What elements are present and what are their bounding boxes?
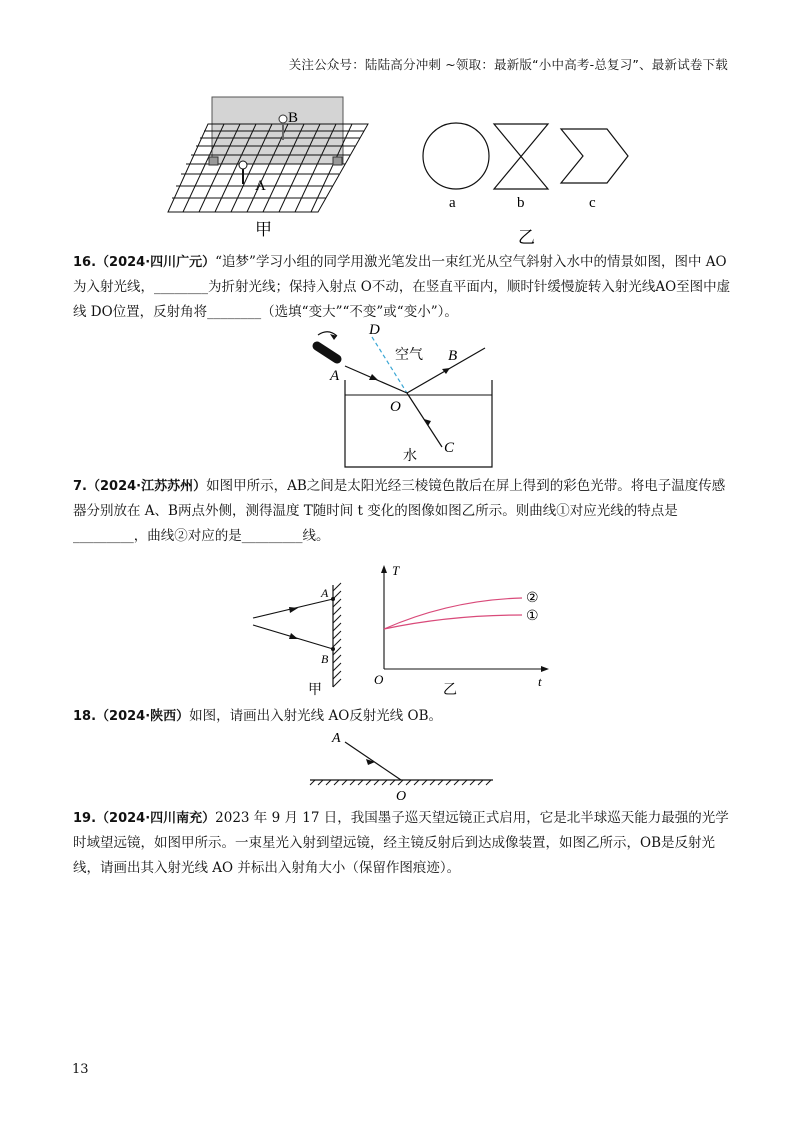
- q17-label-t-axis: T: [392, 563, 400, 578]
- page-number: 13: [72, 1062, 89, 1077]
- page-header: 关注公众号：陆陆高分冲刺 ~领取：最新版“小中高考-总复习”、最新试卷下载: [288, 57, 728, 72]
- q17-text: 如图甲所示，AB之间是太阳光经三棱镜色散后在屏上得到的彩色光带。将电子温度传感器分别放在 A、B两点外侧，测得温度 T随时间 t 变化的图像如图乙所示。则曲线①对应光线的特点是_________，曲线②对应的是_________线。: [73, 478, 726, 544]
- question-17: [73, 474, 733, 549]
- q19-number: 19.: [73, 811, 97, 826]
- q16-label-b: B: [448, 348, 458, 364]
- q19-text: 2023 年 9 月 17 日，我国墨子巡天望远镜正式启用，它是北半球巡天能力最强的光学时域望远镜，如图甲所示。一束星光入射到望远镜，经主镜反射后到达成像装置，如图乙所示，OB是反射光线，请画出其入射光线 AO 并标出入射角大小（保留作图痕迹）。: [73, 810, 729, 876]
- q16-source: （2024·四川广元）: [96, 255, 216, 270]
- label-a: A: [255, 178, 266, 194]
- q18-label-a: A: [332, 731, 341, 746]
- q17-curve-2-label: ②: [526, 591, 539, 606]
- figure-q18: [0, 728, 800, 808]
- q18-number: 18.: [73, 709, 97, 724]
- q17-source: （2024·江苏苏州）: [86, 479, 207, 494]
- q16-label-water: 水: [403, 449, 417, 464]
- q17-curve-1-label: ①: [526, 609, 539, 624]
- question-18: [73, 704, 733, 729]
- q18-label-o: O: [396, 789, 407, 804]
- figure-q16: [0, 322, 800, 472]
- q16-label-c: C: [444, 440, 455, 456]
- shape-c-label: c: [589, 195, 596, 211]
- caption-jia: 甲: [255, 220, 272, 239]
- q17-number: 7.: [73, 479, 87, 494]
- q17-caption-yi: 乙: [443, 683, 457, 698]
- q16-text: “追梦”学习小组的同学用激光笔发出一束红光从空气斜射入水中的情景如图，图中 AO为入射光线，________为折射光线；保持入射点 O不动，在竖直平面内，顺时针缓慢旋转入射光线AO至图中虚线 DO位置，反射角将________（选填“变大”“不变”或“变小”）。: [73, 254, 731, 320]
- q17-label-a: A: [321, 586, 329, 600]
- label-b: B: [288, 110, 299, 126]
- q16-label-a: A: [330, 368, 340, 384]
- q16-label-air: 空气: [395, 348, 423, 363]
- q17-label-origin: O: [374, 672, 384, 687]
- caption-yi: 乙: [518, 228, 535, 247]
- figure-top: [0, 0, 800, 250]
- shape-a-label: a: [449, 195, 456, 211]
- figure-q17: [0, 555, 800, 705]
- shape-b-label: b: [517, 195, 525, 211]
- question-19: [73, 806, 733, 881]
- q19-source: （2024·四川南充）: [96, 811, 216, 826]
- q16-number: 16.: [73, 255, 97, 270]
- q17-caption-jia: 甲: [308, 683, 322, 698]
- q16-label-d: D: [369, 322, 380, 338]
- q17-label-time-axis: t: [538, 674, 542, 689]
- q18-source: （2024·陕西）: [96, 709, 190, 724]
- question-16: [73, 250, 733, 325]
- q17-label-b: B: [321, 652, 329, 666]
- q16-label-o: O: [390, 399, 401, 415]
- q18-text: 如图，请画出入射光线 AO反射光线 OB。: [189, 708, 443, 724]
